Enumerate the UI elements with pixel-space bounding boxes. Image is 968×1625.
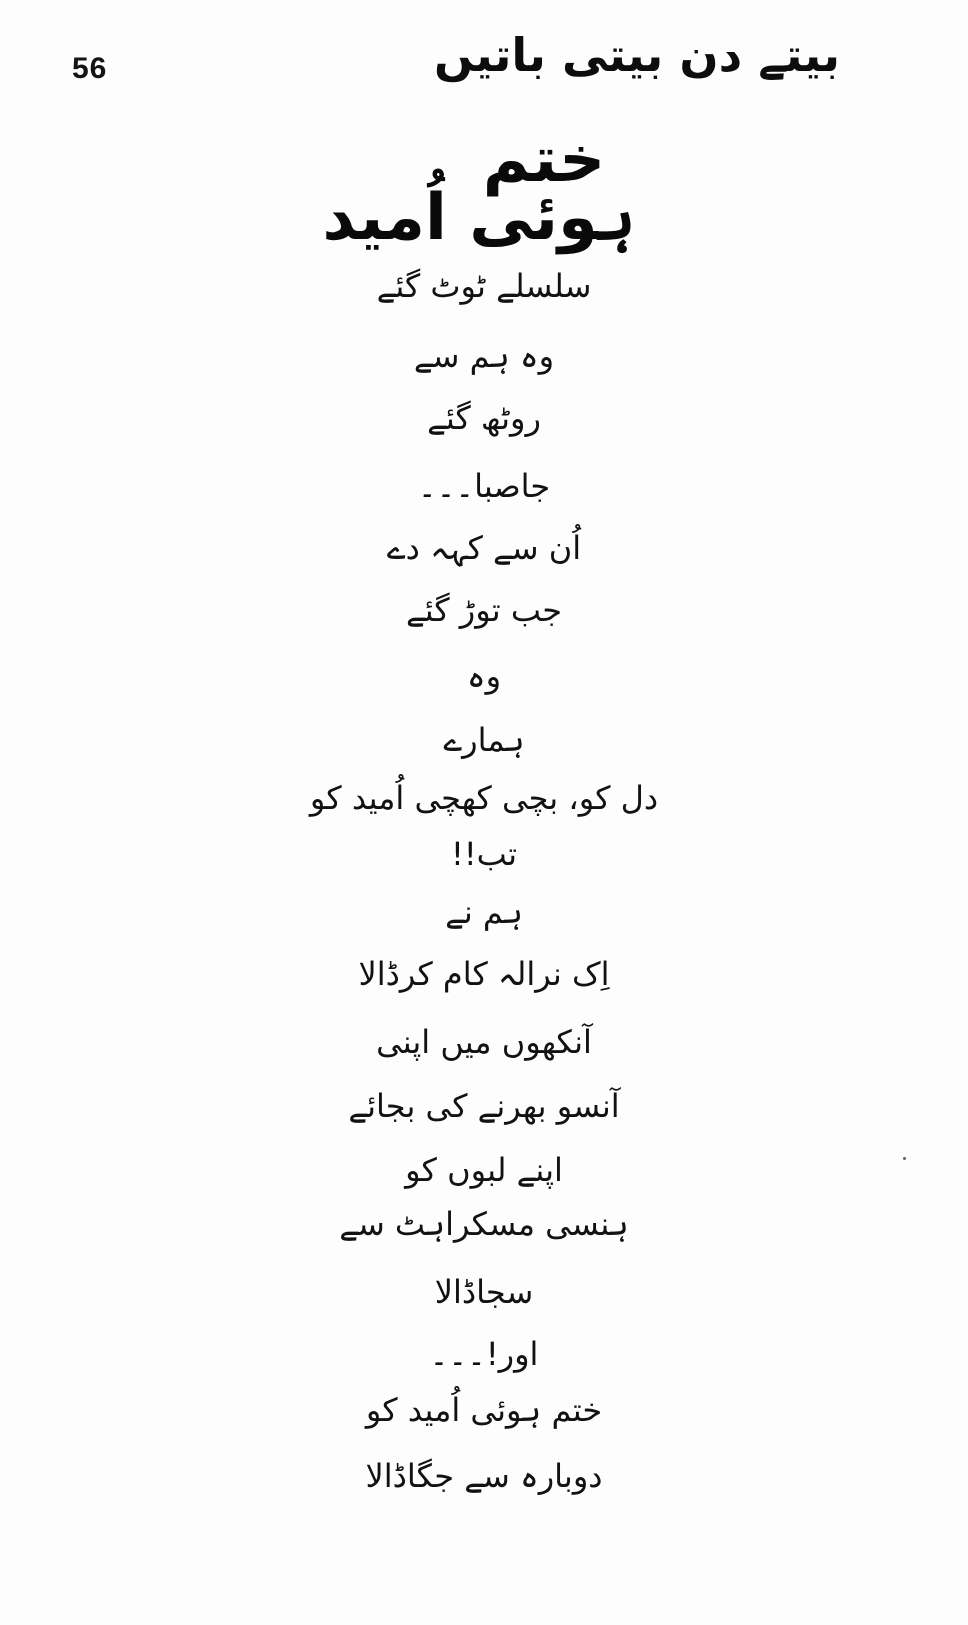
poem-line: دل کو، بچی کھچی اُمید کو — [309, 779, 659, 817]
poem-line: تب!! — [451, 835, 517, 873]
poem-line: وہ ہم سے — [413, 337, 555, 375]
poem-line: روٹھ گئے — [427, 399, 541, 437]
poem-line: جاصبا۔۔۔ — [417, 467, 551, 505]
poem-title-line-1: ختم — [482, 123, 606, 197]
poem-line: اور!۔۔۔ — [429, 1335, 539, 1373]
poem-line: ختم ہوئی اُمید کو — [365, 1391, 603, 1429]
poem-line: سجاڈالا — [434, 1273, 534, 1311]
poem-line: اِک نرالہ کام کرڈالا — [358, 955, 610, 993]
poem-line: سلسلے ٹوٹ گئے — [376, 267, 592, 305]
poem-line: جب توڑ گئے — [405, 591, 563, 629]
poem-title-line-2: ہوئی اُمید — [322, 181, 636, 255]
page-number: 56 — [72, 52, 108, 85]
poem-line: ہمارے — [443, 721, 525, 759]
poem-line: ہنسی مسکراہٹ سے — [339, 1205, 629, 1243]
poem-line: آنسو بھرنے کی بجائے — [348, 1087, 620, 1125]
poem-line: دوبارہ سے جگاڈالا — [365, 1457, 603, 1495]
book-title-header: بیتے دن بیتی باتیں — [433, 28, 840, 82]
poem-line: ہم نے — [445, 893, 523, 931]
poem-line: اپنے لبوں کو — [405, 1151, 563, 1189]
poem-line: آنکھوں میں اپنی — [376, 1023, 592, 1061]
poem-line: وہ — [466, 657, 502, 695]
poem-line: اُن سے کہہ دے — [386, 529, 582, 567]
scan-speck — [903, 1157, 906, 1160]
